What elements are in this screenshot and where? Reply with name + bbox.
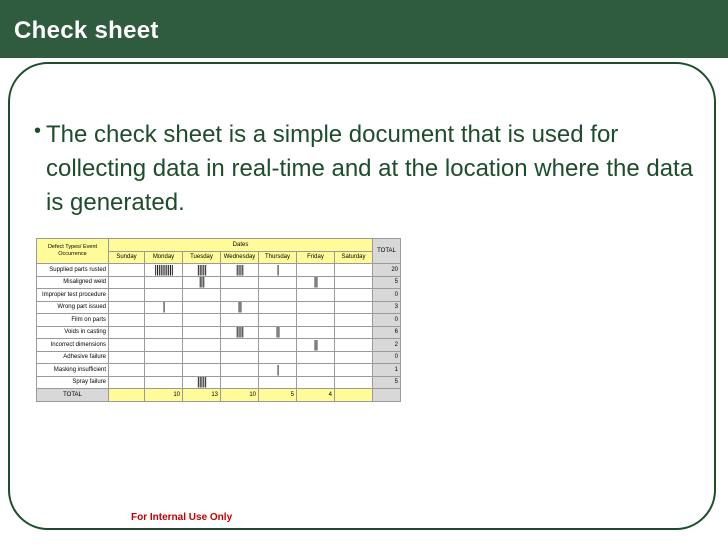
day-total bbox=[335, 389, 373, 402]
tally-cell bbox=[109, 376, 145, 389]
defect-type-label: Misaligned weld bbox=[37, 276, 109, 289]
tally-cell: || bbox=[221, 301, 259, 314]
tally-cell bbox=[259, 339, 297, 352]
header-row-dates bbox=[37, 239, 401, 252]
tally-cell bbox=[297, 314, 335, 327]
tally-cell bbox=[297, 376, 335, 389]
tally-cell: ||| bbox=[183, 276, 221, 289]
dates-header: Dates bbox=[109, 239, 373, 252]
tally-cell bbox=[221, 376, 259, 389]
day-total: 10 bbox=[221, 389, 259, 402]
tally-cell bbox=[183, 314, 221, 327]
tally-cell bbox=[335, 264, 373, 277]
tally-cell bbox=[109, 339, 145, 352]
footer-note: For Internal Use Only bbox=[131, 512, 233, 523]
corner-header: Defect Types/ Event Occurrence bbox=[37, 239, 109, 264]
defect-type-label: Voids in casting bbox=[37, 326, 109, 339]
tally-cell bbox=[183, 339, 221, 352]
tally-cell bbox=[259, 351, 297, 364]
defect-type-label: Incorrect dimensions bbox=[37, 339, 109, 352]
check-sheet-table bbox=[36, 238, 401, 402]
tally-cell bbox=[259, 301, 297, 314]
bullet-text: The check sheet is a simple document that is used for collecting data in real-time and at the location where the data is generated. bbox=[46, 121, 694, 216]
table-row bbox=[37, 301, 401, 314]
day-total: 5 bbox=[259, 389, 297, 402]
day-total: 10 bbox=[145, 389, 183, 402]
tally-cell bbox=[259, 276, 297, 289]
tally-cell: | bbox=[259, 264, 297, 277]
tally-cell: || bbox=[259, 326, 297, 339]
tally-cell bbox=[145, 289, 183, 302]
defect-type-label: Film on parts bbox=[37, 314, 109, 327]
row-total: 2 bbox=[373, 339, 401, 352]
tally-cell bbox=[183, 301, 221, 314]
tally-cell bbox=[259, 376, 297, 389]
tally-cell bbox=[335, 364, 373, 377]
tally-cell bbox=[109, 264, 145, 277]
title-bar bbox=[0, 0, 728, 58]
table-row bbox=[37, 376, 401, 389]
row-total: 20 bbox=[373, 264, 401, 277]
tally-cell: | bbox=[259, 364, 297, 377]
tally-cell bbox=[221, 276, 259, 289]
tally-cell bbox=[335, 276, 373, 289]
tally-cell: || bbox=[297, 339, 335, 352]
row-total: 0 bbox=[373, 314, 401, 327]
table-row bbox=[37, 276, 401, 289]
day-header: Wednesday bbox=[221, 251, 259, 264]
tally-cell bbox=[109, 351, 145, 364]
tally-cell bbox=[109, 289, 145, 302]
tally-cell bbox=[221, 314, 259, 327]
page-title: Check sheet bbox=[14, 17, 159, 44]
tally-cell bbox=[297, 351, 335, 364]
day-header: Thursday bbox=[259, 251, 297, 264]
day-header: Tuesday bbox=[183, 251, 221, 264]
tally-cell bbox=[259, 289, 297, 302]
table-row bbox=[37, 351, 401, 364]
bullet-point bbox=[34, 118, 694, 220]
tally-cell bbox=[297, 301, 335, 314]
grand-total bbox=[373, 389, 401, 402]
day-header: Saturday bbox=[335, 251, 373, 264]
row-total: 0 bbox=[373, 351, 401, 364]
day-total bbox=[109, 389, 145, 402]
total-header: TOTAL bbox=[373, 239, 401, 264]
tally-cell bbox=[109, 301, 145, 314]
tally-cell bbox=[145, 276, 183, 289]
row-total: 6 bbox=[373, 326, 401, 339]
tally-cell bbox=[335, 376, 373, 389]
tally-cell bbox=[183, 364, 221, 377]
defect-type-label: Improper test procedure bbox=[37, 289, 109, 302]
table-row bbox=[37, 289, 401, 302]
tally-cell bbox=[145, 326, 183, 339]
tally-cell: | bbox=[145, 301, 183, 314]
table-row bbox=[37, 264, 401, 277]
tally-cell bbox=[109, 326, 145, 339]
tally-cell bbox=[297, 289, 335, 302]
total-row bbox=[37, 389, 401, 402]
tally-cell bbox=[335, 351, 373, 364]
tally-cell bbox=[221, 364, 259, 377]
day-header: Sunday bbox=[109, 251, 145, 264]
defect-type-label: Adhesive failure bbox=[37, 351, 109, 364]
tally-cell bbox=[183, 351, 221, 364]
tally-cell: |||| bbox=[221, 264, 259, 277]
row-total: 1 bbox=[373, 364, 401, 377]
row-total: 5 bbox=[373, 276, 401, 289]
tally-cell bbox=[183, 326, 221, 339]
tally-cell bbox=[335, 326, 373, 339]
tally-cell bbox=[183, 289, 221, 302]
tally-cell bbox=[145, 376, 183, 389]
tally-cell: ||||| bbox=[183, 376, 221, 389]
tally-cell bbox=[145, 351, 183, 364]
tally-cell bbox=[109, 276, 145, 289]
tally-cell bbox=[221, 339, 259, 352]
total-row-label: TOTAL bbox=[37, 389, 109, 402]
tally-cell: ||||| bbox=[183, 264, 221, 277]
tally-cell bbox=[297, 264, 335, 277]
tally-cell: |||| bbox=[221, 326, 259, 339]
day-total: 4 bbox=[297, 389, 335, 402]
tally-cell bbox=[335, 339, 373, 352]
tally-cell bbox=[297, 326, 335, 339]
check-sheet bbox=[36, 238, 401, 402]
defect-type-label: Supplied parts rusted bbox=[37, 264, 109, 277]
tally-cell bbox=[109, 364, 145, 377]
table-row bbox=[37, 339, 401, 352]
day-total: 13 bbox=[183, 389, 221, 402]
table-row bbox=[37, 364, 401, 377]
defect-type-label: Masking insufficient bbox=[37, 364, 109, 377]
tally-cell bbox=[259, 314, 297, 327]
tally-cell bbox=[335, 314, 373, 327]
tally-cell bbox=[221, 351, 259, 364]
tally-cell: || bbox=[297, 276, 335, 289]
bullet-icon: • bbox=[34, 120, 42, 142]
tally-cell bbox=[335, 289, 373, 302]
row-total: 5 bbox=[373, 376, 401, 389]
tally-cell bbox=[145, 314, 183, 327]
day-header: Friday bbox=[297, 251, 335, 264]
tally-cell: |||||||||| bbox=[145, 264, 183, 277]
row-total: 0 bbox=[373, 289, 401, 302]
tally-cell bbox=[145, 364, 183, 377]
defect-type-label: Spray failure bbox=[37, 376, 109, 389]
tally-cell bbox=[335, 301, 373, 314]
defect-type-label: Wrong part issued bbox=[37, 301, 109, 314]
day-header: Monday bbox=[145, 251, 183, 264]
tally-cell bbox=[221, 289, 259, 302]
tally-cell bbox=[297, 364, 335, 377]
table-row bbox=[37, 314, 401, 327]
tally-cell bbox=[109, 314, 145, 327]
tally-cell bbox=[145, 339, 183, 352]
row-total: 3 bbox=[373, 301, 401, 314]
table-row bbox=[37, 326, 401, 339]
